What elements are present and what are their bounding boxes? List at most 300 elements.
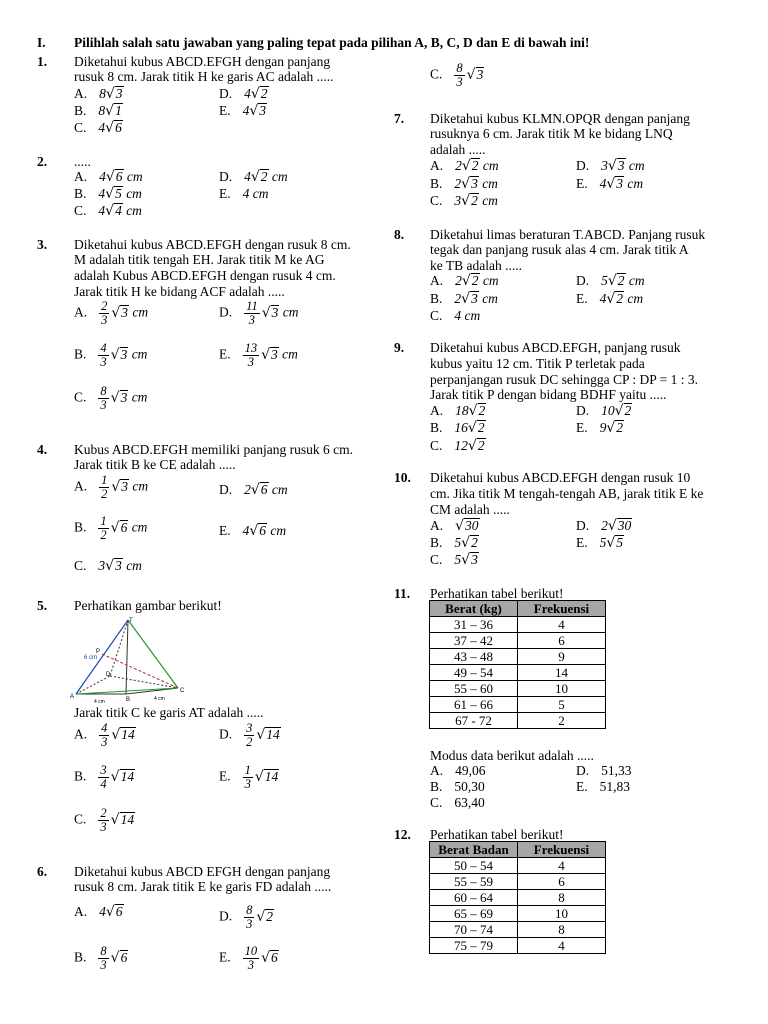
table-cell: 10	[518, 906, 606, 922]
table-row	[430, 681, 606, 697]
q6-text-line2: rusuk 8 cm. Jarak titik E ke garis FD adalah .....	[74, 879, 332, 894]
sqrt-sign: √	[606, 176, 616, 192]
q4-option-c[interactable]	[74, 558, 142, 574]
coefficient: 5	[454, 552, 462, 567]
table-cell: 75 – 79	[430, 938, 518, 954]
sqrt-sign: √	[105, 120, 115, 136]
coefficient: 4	[242, 523, 250, 538]
q4-text-line1: Kubus ABCD.EFGH memiliki panjang rusuk 6 cm.	[74, 442, 353, 457]
q9-option-b[interactable]	[430, 420, 486, 436]
sqrt-sign: √	[111, 478, 121, 495]
sqrt-sign: √	[461, 273, 471, 289]
unit: cm	[482, 273, 499, 288]
coefficient: 4	[99, 169, 106, 184]
option-key: E.	[219, 103, 231, 118]
q1-option-a[interactable]	[74, 86, 124, 102]
fraction: $\frac{3}{4}$	[100, 763, 107, 791]
sqrt-sign: √	[110, 519, 120, 536]
q6-option-e[interactable]	[219, 945, 279, 972]
q8-option-d[interactable]	[576, 273, 645, 289]
unit: cm	[126, 203, 142, 218]
coefficient: 3	[601, 158, 608, 173]
option-key: D.	[576, 518, 590, 533]
q8-option-a[interactable]	[430, 273, 499, 289]
table-row	[430, 633, 606, 649]
edge-dc	[110, 676, 178, 688]
fraction: $\frac{11}{3}$	[246, 299, 258, 327]
sqrt-sign: √	[105, 558, 115, 574]
coefficient: 2	[454, 291, 462, 306]
option-key: C.	[430, 438, 443, 453]
unit: cm	[126, 186, 142, 201]
radicand: 2	[471, 193, 478, 208]
q6-text-line1: Diketahui kubus ABCD EFGH dengan panjang	[74, 864, 331, 879]
sqrt-sign: √	[261, 346, 271, 363]
q6-option-d[interactable]	[219, 904, 274, 931]
q1-text-line2: rusuk 8 cm. Jarak titik H ke garis AC adalah .....	[74, 69, 334, 84]
option-key: A.	[430, 763, 444, 778]
q3-text-line4: Jarak titik H ke bidang ACF adalah .....	[74, 284, 285, 299]
radicand: 2	[266, 908, 274, 924]
q10-option-c[interactable]	[430, 552, 479, 568]
option-key: B.	[74, 103, 87, 118]
fraction: $\frac{8}{3}$	[246, 903, 253, 931]
q3-option-c[interactable]	[74, 385, 147, 412]
column-header: Berat (kg)	[430, 601, 518, 617]
q7-text-line1: Diketahui kubus KLMN.OPQR dengan panjang	[430, 111, 690, 126]
coefficient: 4	[98, 120, 106, 135]
option-key: C.	[430, 795, 443, 810]
label-d: D	[106, 672, 111, 678]
option-key: E.	[576, 420, 588, 435]
table-header-row	[430, 601, 606, 617]
radicand: 2	[260, 169, 268, 184]
label-c: C	[180, 688, 185, 694]
q5-option-c[interactable]	[74, 807, 135, 834]
fraction: $\frac{13}{3}$	[244, 341, 258, 369]
coefficient: 4	[244, 86, 251, 101]
option-key: B.	[430, 291, 443, 306]
q10-option-a[interactable]	[430, 518, 480, 534]
option-key: E.	[219, 768, 231, 784]
fraction: $\frac{8}{3}$	[456, 61, 463, 89]
table-cell: 2	[518, 713, 606, 729]
q9-option-d[interactable]	[576, 403, 632, 419]
q11-frequency-table	[429, 600, 606, 729]
option-key: D.	[576, 158, 590, 173]
sqrt-sign: √	[105, 169, 115, 185]
coefficient: 9	[599, 420, 607, 435]
table-cell: 61 – 66	[430, 697, 518, 713]
table-header-row	[430, 842, 606, 858]
q2-option-b[interactable]	[74, 186, 142, 202]
q3-option-b[interactable]	[74, 342, 147, 369]
option-key: E.	[219, 949, 231, 965]
q7-option-b[interactable]	[430, 176, 498, 192]
q5-number: 5.	[37, 598, 48, 613]
option-key: C.	[430, 552, 443, 567]
radicand: 3	[115, 86, 123, 101]
sqrt-sign: √	[467, 438, 477, 454]
q1-option-d[interactable]	[219, 86, 269, 102]
column-header: Frekuensi	[518, 601, 606, 617]
q10-option-b[interactable]	[430, 535, 479, 551]
label-t: T	[129, 618, 133, 624]
sqrt-sign: √	[606, 291, 616, 307]
sqrt-sign: √	[455, 518, 465, 534]
radicand: 14	[120, 811, 135, 827]
sqrt-sign: √	[105, 86, 115, 102]
radicand: 3	[476, 66, 484, 82]
option-key: E.	[219, 523, 231, 538]
coefficient: 2	[601, 518, 608, 533]
unit: cm	[282, 346, 298, 362]
q2-option-e[interactable]	[219, 186, 269, 202]
sqrt-sign: √	[110, 949, 120, 966]
table-row	[430, 665, 606, 681]
coefficient: 5	[601, 273, 608, 288]
table-cell: 10	[518, 681, 606, 697]
option-key: A.	[74, 478, 88, 494]
table-row	[430, 649, 606, 665]
coefficient: 4	[244, 169, 251, 184]
q9-text-line2: kubus yaitu 12 cm. Titik P terletak pada	[430, 356, 645, 371]
coefficient: 2	[455, 158, 462, 173]
q11-option-a[interactable]	[430, 763, 486, 779]
coefficient: 4	[454, 308, 462, 323]
sqrt-sign: √	[249, 523, 259, 539]
q3-option-e[interactable]	[219, 342, 298, 369]
sqrt-sign: √	[256, 908, 266, 925]
table-cell: 70 – 74	[430, 922, 518, 938]
radicand: 6	[115, 169, 123, 184]
table-cell: 65 – 69	[430, 906, 518, 922]
radicand: 1	[115, 103, 122, 118]
coefficient: 3	[454, 193, 462, 208]
q9-option-e[interactable]	[576, 420, 624, 436]
radicand: 3	[121, 478, 129, 494]
sqrt-sign: √	[606, 420, 616, 436]
radicand: 14	[120, 768, 135, 784]
unit: cm	[131, 346, 148, 362]
radicand: 4	[115, 203, 122, 218]
table-cell: 4	[518, 617, 606, 633]
sqrt-sign: √	[261, 949, 271, 966]
column-header: Frekuensi	[518, 842, 606, 858]
option-key: D.	[219, 726, 233, 742]
unit: cm	[482, 176, 498, 191]
table-cell: 49 – 54	[430, 665, 518, 681]
fraction: $\frac{8}{3}$	[100, 944, 107, 972]
sqrt-sign: √	[607, 158, 617, 174]
coefficient: 4	[99, 904, 106, 919]
q7-option-c[interactable]	[430, 193, 498, 209]
q7-option-d[interactable]	[576, 158, 645, 174]
option-value: 51,83	[599, 779, 630, 794]
q5-option-d[interactable]	[219, 722, 281, 749]
q6-option-b[interactable]	[74, 945, 128, 972]
label-base-2: 4 cm	[94, 699, 105, 704]
sqrt-sign: √	[250, 86, 260, 102]
q1-text-line1: Diketahui kubus ABCD.EFGH dengan panjang	[74, 54, 331, 69]
option-key: C.	[74, 389, 87, 405]
radicand: 2	[617, 273, 625, 288]
radicand: 5	[115, 186, 122, 201]
q2-number: 2.	[37, 154, 48, 169]
table-row	[430, 617, 606, 633]
q5-option-b[interactable]	[74, 764, 135, 791]
option-key: E.	[576, 291, 588, 306]
table-cell: 6	[518, 633, 606, 649]
unit: cm	[627, 176, 644, 191]
fraction: $\frac{4}{3}$	[100, 341, 107, 369]
q4-option-b[interactable]	[74, 515, 147, 542]
sqrt-sign: √	[110, 811, 120, 828]
q9-option-a[interactable]	[430, 403, 486, 419]
option-key: B.	[74, 346, 87, 362]
sqrt-sign: √	[110, 389, 120, 406]
sqrt-sign: √	[105, 203, 115, 219]
radicand: 2	[616, 420, 624, 435]
q6-option-a[interactable]	[74, 904, 124, 920]
q4-option-a[interactable]	[74, 474, 148, 501]
q4-option-d[interactable]	[219, 482, 288, 498]
q5-option-e[interactable]	[219, 764, 279, 791]
q2-option-d[interactable]	[219, 169, 288, 185]
option-key: C.	[430, 308, 443, 323]
sqrt-sign: √	[607, 273, 617, 289]
option-key: B.	[74, 768, 87, 784]
sqrt-sign: √	[467, 420, 477, 436]
table-row	[430, 938, 606, 954]
fraction: $\frac{2}{3}$	[100, 806, 107, 834]
option-value: 63,40	[454, 795, 485, 810]
radicand: 6	[271, 949, 278, 965]
q10-number: 10.	[394, 470, 411, 485]
q10-option-d[interactable]	[576, 518, 632, 534]
q9-option-c[interactable]	[430, 438, 486, 454]
q3-text-line2: M adalah titik tengah EH. Jarak titik M ke AG	[74, 252, 325, 267]
coefficient: 18	[455, 403, 469, 418]
radicand: 14	[121, 726, 135, 742]
q6-option-c[interactable]	[430, 62, 484, 89]
option-key: C.	[430, 66, 443, 82]
option-key: D.	[219, 482, 233, 497]
unit: cm	[131, 519, 148, 535]
unit: cm	[628, 158, 645, 173]
coefficient: 5	[454, 535, 462, 550]
table-cell: 5	[518, 697, 606, 713]
table-cell: 60 – 64	[430, 890, 518, 906]
table-cell: 4	[518, 858, 606, 874]
table-row	[430, 906, 606, 922]
fraction: $\frac{1}{2}$	[100, 514, 107, 542]
q8-option-b[interactable]	[430, 291, 498, 307]
table-cell: 37 – 42	[430, 633, 518, 649]
q8-option-c[interactable]	[430, 308, 480, 324]
table-cell: 67 - 72	[430, 713, 518, 729]
sqrt-sign: √	[249, 103, 259, 119]
instruction: Pilihlah salah satu jawaban yang paling tepat pada pilihan A, B, C, D dan E di bawah ini!	[74, 35, 590, 50]
radicand: 3	[271, 304, 279, 320]
sqrt-sign: √	[111, 304, 121, 321]
q9-text-line1: Diketahui kubus ABCD.EFGH, panjang rusuk	[430, 340, 681, 355]
radicand: 3	[115, 558, 122, 573]
radicand: 14	[266, 726, 280, 742]
fraction: $\frac{2}{3}$	[101, 299, 108, 327]
unit: cm	[628, 273, 645, 288]
coefficient: 4	[599, 291, 607, 306]
unit: cm	[627, 291, 644, 306]
option-key: A.	[74, 169, 88, 184]
q8-text-line3: ke TB adalah .....	[430, 258, 522, 273]
q3-option-a[interactable]	[74, 300, 148, 327]
radicand: 3	[121, 304, 129, 320]
table-row	[430, 697, 606, 713]
table-cell: 55 – 60	[430, 681, 518, 697]
unit: cm	[252, 186, 269, 201]
option-key: E.	[576, 779, 588, 794]
radicand: 3	[616, 176, 624, 191]
q7-option-a[interactable]	[430, 158, 499, 174]
sqrt-sign: √	[250, 482, 260, 498]
q7-text-line3: adalah .....	[430, 142, 486, 157]
q7-number: 7.	[394, 111, 405, 126]
q10-option-e[interactable]	[576, 535, 624, 551]
column-header: Berat Badan	[430, 842, 518, 858]
sqrt-sign: √	[461, 552, 471, 568]
coefficient: 2	[455, 273, 462, 288]
option-key: C.	[430, 193, 443, 208]
fraction: $\frac{8}{3}$	[100, 384, 107, 412]
q11-option-d[interactable]	[576, 763, 632, 779]
sqrt-sign: √	[606, 535, 616, 551]
option-key: D.	[576, 403, 590, 418]
unit: cm	[482, 291, 498, 306]
unit: cm	[282, 304, 299, 320]
coefficient: 8	[98, 103, 106, 118]
unit: cm	[131, 389, 148, 405]
q7-option-e[interactable]	[576, 176, 643, 192]
option-key: E.	[219, 186, 231, 201]
sqrt-sign: √	[111, 726, 121, 743]
sqrt-sign: √	[110, 346, 120, 363]
q11-option-e[interactable]	[576, 779, 630, 795]
q9-number: 9.	[394, 340, 405, 355]
radicand: 30	[617, 518, 632, 533]
q3-text-line3: adalah Kubus ABCD.EFGH dengan rusuk 4 cm.	[74, 268, 336, 283]
edge-tb	[126, 620, 128, 694]
q10-text-line2: cm. Jika titik M tengah-tengah AB, jarak titik E ke	[430, 486, 704, 501]
coefficient: 3	[98, 558, 106, 573]
q11-text-line1: Perhatikan tabel berikut!	[430, 586, 564, 601]
q11-option-b[interactable]	[430, 779, 485, 795]
option-key: D.	[576, 273, 590, 288]
option-key: A.	[74, 726, 88, 742]
edge-tc	[128, 620, 178, 688]
radicand: 5	[616, 535, 624, 550]
sqrt-sign: √	[461, 535, 471, 551]
option-key: C.	[74, 811, 87, 827]
coefficient: 4	[242, 103, 250, 118]
table-row	[430, 922, 606, 938]
table-row	[430, 713, 606, 729]
table-row	[430, 858, 606, 874]
q5-option-a[interactable]	[74, 722, 136, 749]
radicand: 3	[617, 158, 625, 173]
radicand: 3	[271, 346, 278, 362]
radicand: 2	[471, 535, 478, 550]
q5-text-line2: Jarak titik C ke garis AT adalah .....	[74, 705, 264, 720]
radicand: 6	[120, 519, 128, 535]
q12-text-line1: Perhatikan tabel berikut!	[430, 827, 564, 842]
q4-option-e[interactable]	[219, 523, 286, 539]
unit: cm	[270, 523, 287, 538]
radicand: 6	[120, 949, 128, 965]
q4-text-line2: Jarak titik B ke CE adalah .....	[74, 457, 236, 472]
q9-text-line3: perpanjangan rusuk DC sehingga CP : DP = 1 : 3.	[430, 372, 698, 387]
coefficient: 5	[599, 535, 607, 550]
q8-option-e[interactable]	[576, 291, 643, 307]
q9-text-line4: Jarak titik P dengan bidang BDHF yaitu .....	[430, 387, 667, 402]
q3-option-d[interactable]	[219, 300, 299, 327]
option-key: D.	[219, 169, 233, 184]
option-key: B.	[74, 186, 87, 201]
q10-text-line1: Diketahui kubus ABCD.EFGH dengan rusuk 10	[430, 470, 691, 485]
coefficient: 4	[98, 203, 106, 218]
q11-option-c[interactable]	[430, 795, 485, 811]
coefficient: 4	[599, 176, 607, 191]
edge-ad	[76, 676, 110, 694]
option-key: B.	[430, 176, 443, 191]
label-side: 6 cm	[84, 655, 98, 661]
option-key: A.	[74, 304, 88, 320]
fraction: $\frac{10}{3}$	[244, 944, 258, 972]
coefficient: 2	[454, 176, 462, 191]
table-cell: 50 – 54	[430, 858, 518, 874]
option-key: C.	[74, 558, 87, 573]
label-a: A	[70, 694, 75, 700]
option-key: A.	[430, 273, 444, 288]
q8-number: 8.	[394, 227, 405, 242]
sqrt-sign: √	[461, 158, 471, 174]
fraction: $\frac{1}{2}$	[101, 473, 108, 501]
option-key: D.	[219, 908, 233, 924]
option-key: B.	[430, 779, 443, 794]
q1-option-c[interactable]	[74, 120, 123, 136]
q2-option-a[interactable]	[74, 169, 143, 185]
q2-option-c[interactable]	[74, 203, 142, 219]
q1-option-e[interactable]	[219, 103, 267, 119]
option-key: C.	[74, 120, 87, 135]
sqrt-sign: √	[466, 66, 476, 83]
option-key: A.	[430, 518, 444, 533]
option-key: E.	[576, 535, 588, 550]
pyramid-figure	[70, 614, 188, 704]
coefficient: 4	[98, 186, 106, 201]
fraction: $\frac{3}{2}$	[246, 721, 253, 749]
radicand: 6	[115, 120, 122, 135]
radicand: 2	[478, 403, 486, 418]
q6-number: 6.	[37, 864, 48, 879]
coefficient: 12	[454, 438, 468, 453]
table-cell: 9	[518, 649, 606, 665]
option-key: B.	[430, 420, 443, 435]
label-b: B	[126, 697, 131, 703]
radicand: 2	[260, 86, 268, 101]
q1-option-b[interactable]	[74, 103, 123, 119]
q12-frequency-table	[429, 841, 606, 954]
